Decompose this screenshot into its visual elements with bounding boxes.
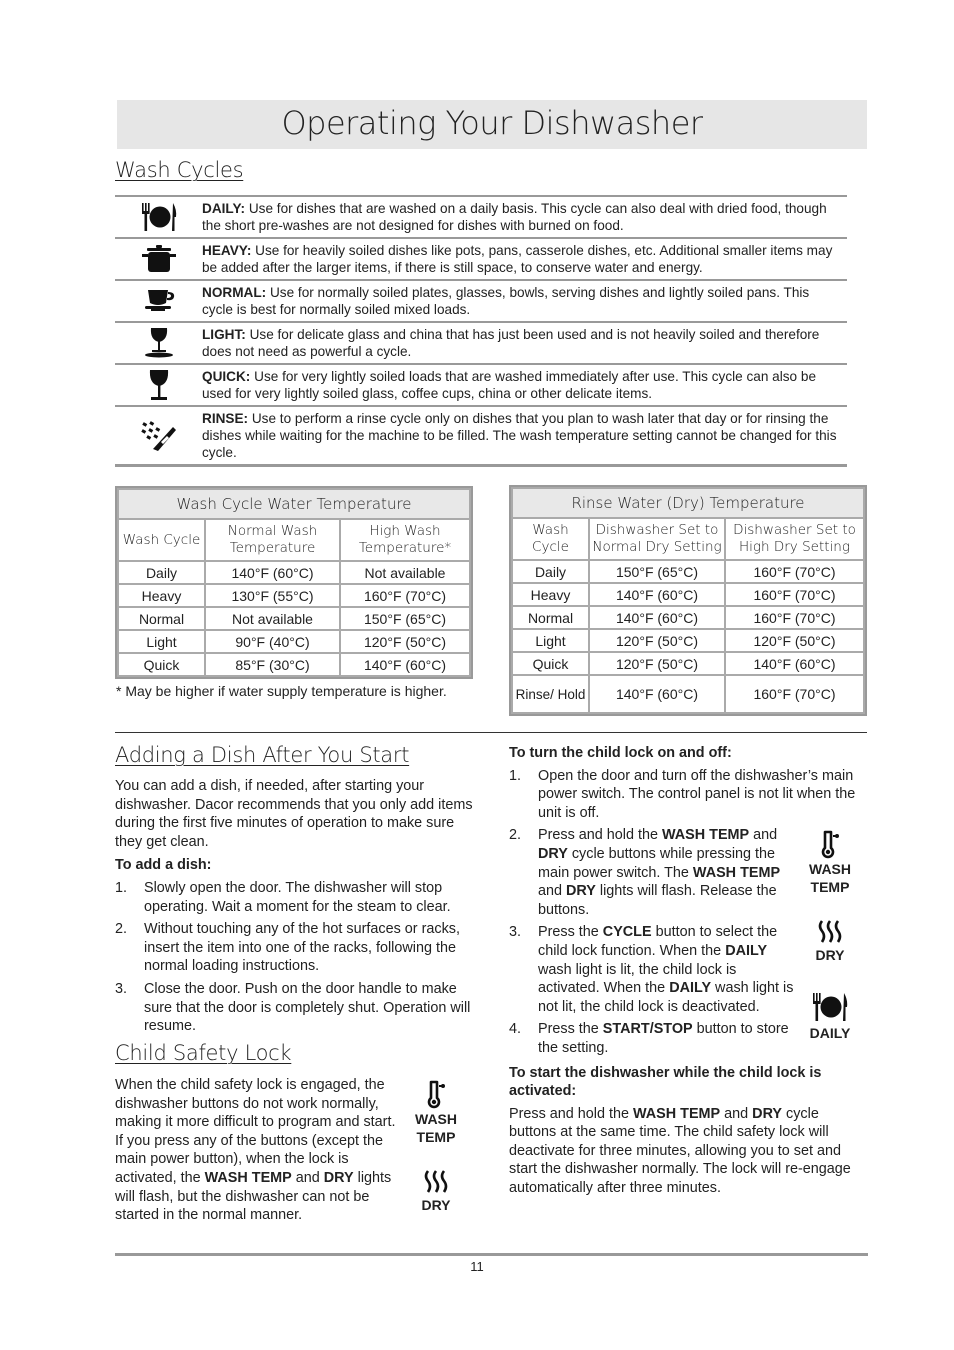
column-header: High Wash Temperature* — [340, 519, 470, 561]
table-row: Daily 140°F (60°C) Not available — [118, 561, 470, 584]
cycle-row-normal — [115, 281, 847, 323]
wash-cycles-list — [115, 195, 847, 467]
child-lock-start-subheading: To start the dishwasher while the child lock is activated: — [509, 1064, 822, 1100]
wash-temp-button-icon: WASH TEMP — [800, 828, 860, 896]
column-header: Dishwasher Set to Normal Dry Setting — [589, 518, 725, 560]
dry-button-icon: DRY — [800, 918, 860, 964]
table-row: Daily 150°F (65°C) 160°F (70°C) — [512, 560, 864, 583]
cycle-desc: LIGHT: Use for delicate glass and china that has just been used and is not heavily soiled and therefore does not need as powerful a cycle. — [202, 327, 820, 359]
title-bar — [117, 100, 867, 149]
adding-dish-intro: You can add a dish, if needed, after starting your dishwasher. Dacor recommends that you only add items during the first five minutes of operation to make sure they get clean. — [115, 778, 473, 850]
cycle-desc: DAILY: Use for dishes that are washed on a daily basis. This cycle can also deal with dried food, though the short pre-washes are not designed for dishes with burned on food. — [202, 201, 827, 233]
spray-icon — [115, 407, 202, 464]
child-lock-steps: To turn the child lock on and off: 1. Open the door and turn off the dishwasher’s main power switch. The control panel is not lit when the unit is off. 2. Press and hold the WASH TEMP and DRY cycle buttons while pressing the main power switch. The WASH TEMP and DRY lights will flash. Release the buttons. 3. Press the CYCLE button to select the child lock function. When the DAILY wash light is lit, the child lock is activated. When the DAILY wash light is not lit, the child lock is deactivated. 4. Press the START/STOP button to store the setting. To start the dishwasher while the child lock is activated: Press and hold the WASH TEMP and DRY cycle buttons at the same time. The child safety lock will deactivate for three minutes, allowing you to set and start the dishwasher normally. The lock will re-engage automatically after three minutes. — [509, 744, 869, 1203]
pot-icon — [115, 239, 202, 279]
cycle-row-heavy — [115, 239, 847, 281]
heat-waves-icon — [817, 918, 843, 946]
heat-waves-icon — [423, 1168, 449, 1196]
child-lock-heading: Child Safety Lock — [115, 1041, 292, 1065]
list-item: 2. Without touching any of the hot surfaces or racks, insert the item into one of the racks, following the normal loading instructions. — [115, 921, 460, 975]
list-item: 3. Press the CYCLE button to select the child lock function. When the DAILY wash light is lit, the child lock is activated. When the DAILY wash light is not lit, the child lock is deactivated. — [509, 924, 794, 1015]
table-row: Rinse/ Hold 140°F (60°C) 160°F (70°C) — [512, 675, 864, 713]
rinse-temp-table — [511, 487, 865, 714]
wine-glass-icon — [115, 365, 202, 405]
table-row: Heavy 130°F (55°C) 160°F (70°C) — [118, 584, 470, 607]
child-lock-subheading: To turn the child lock on and off: — [509, 745, 732, 761]
column-header: Normal Wash Temperature — [205, 519, 340, 561]
wash-temp-table — [117, 488, 471, 677]
list-item: 4. Press the START/STOP button to store the setting. — [509, 1021, 789, 1056]
adding-dish-heading: Adding a Dish After You Start — [115, 743, 410, 767]
thermometer-icon — [817, 828, 843, 860]
cycle-desc: HEAVY: Use for heavily soiled dishes like pots, pans, casserole dishes, etc. Additional smaller items may be added after the larger items, if there is still space, to conserve water and energy. — [202, 243, 833, 275]
cycle-desc: NORMAL: Use for normally soiled plates, glasses, bowls, serving dishes and lightly soiled pans. This cycle is best for normally soiled mixed loads. — [202, 285, 810, 317]
dry-button-icon: DRY — [405, 1168, 467, 1214]
wash-cycles-heading: Wash Cycles — [115, 158, 244, 182]
table-row: Light 90°F (40°C) 120°F (50°C) — [118, 630, 470, 653]
list-item: 3. Close the door. Push on the door handle to make sure that the door is completely shut. Operation will resume. — [115, 980, 471, 1035]
table-row: Quick 85°F (30°C) 140°F (60°C) — [118, 653, 470, 676]
table-row: Normal Not available 150°F (65°C) — [118, 607, 470, 630]
cycle-desc: RINSE: Use to perform a rinse cycle only on dishes that you plan to wash later that day or for rinsing the dishes while waiting for the machine to be filled. The wash temperature setting cannot be changed for this cycle. — [202, 411, 837, 460]
table-row: Quick 120°F (50°C) 140°F (60°C) — [512, 652, 864, 675]
list-item: 1. Open the door and turn off the dishwasher’s main power switch. The control panel is not lit when the unit is off. — [509, 767, 856, 821]
page-title: Operating Your Dishwasher — [281, 104, 703, 142]
plate-fork-knife-icon — [115, 197, 202, 237]
column-header: Wash Cycle — [512, 518, 589, 560]
table-caption: Wash Cycle Water Temperature — [118, 489, 470, 519]
plate-fork-knife-icon — [809, 990, 851, 1024]
cycle-row-daily — [115, 197, 847, 239]
footer-divider — [115, 1253, 868, 1256]
table-row: Heavy 140°F (60°C) 160°F (70°C) — [512, 583, 864, 606]
daily-button-icon: DAILY — [800, 990, 860, 1042]
cycle-row-light — [115, 323, 847, 365]
table-row: Light 120°F (50°C) 120°F (50°C) — [512, 629, 864, 652]
thermometer-icon — [423, 1078, 449, 1110]
column-header: Dishwasher Set to High Dry Setting — [725, 518, 864, 560]
adding-dish-subheading: To add a dish: — [115, 857, 212, 874]
page-number: 11 — [470, 1259, 484, 1274]
section-divider — [115, 732, 867, 733]
wash-temp-button-icon: WASH TEMP — [405, 1078, 467, 1146]
column-header: Wash Cycle — [118, 519, 205, 561]
cycle-desc: QUICK: Use for very lightly soiled loads that are washed immediately after use. This cycle can also be used for very lightly soiled glass, coffee cups, china or other delicate items. — [202, 369, 817, 401]
list-item: 1. Slowly open the door. The dishwasher will stop operating. Wait a moment for the steam to clear. — [115, 879, 451, 915]
table-row: Normal 140°F (60°C) 160°F (70°C) — [512, 606, 864, 629]
wine-glass-plate-icon — [115, 323, 202, 363]
table-caption: Rinse Water (Dry) Temperature — [512, 488, 864, 518]
table-footnote: * May be higher if water supply temperature is higher. — [116, 683, 447, 699]
cycle-row-rinse — [115, 407, 847, 467]
cycle-row-quick — [115, 365, 847, 407]
child-lock-intro: When the child safety lock is engaged, the dishwasher buttons do not work normally, making it more difficult to program and start. If you press any of the buttons (except the main power button), when the lock is activated, the WASH TEMP and DRY lights will flash, but the dishwasher can not be started in the normal manner. — [115, 1077, 396, 1224]
list-item: 2. Press and hold the WASH TEMP and DRY cycle buttons while pressing the main power switch. The WASH TEMP and DRY lights will flash. Release the buttons. — [509, 827, 781, 918]
adding-dish-section — [115, 777, 475, 1040]
cup-saucer-icon — [115, 281, 202, 321]
